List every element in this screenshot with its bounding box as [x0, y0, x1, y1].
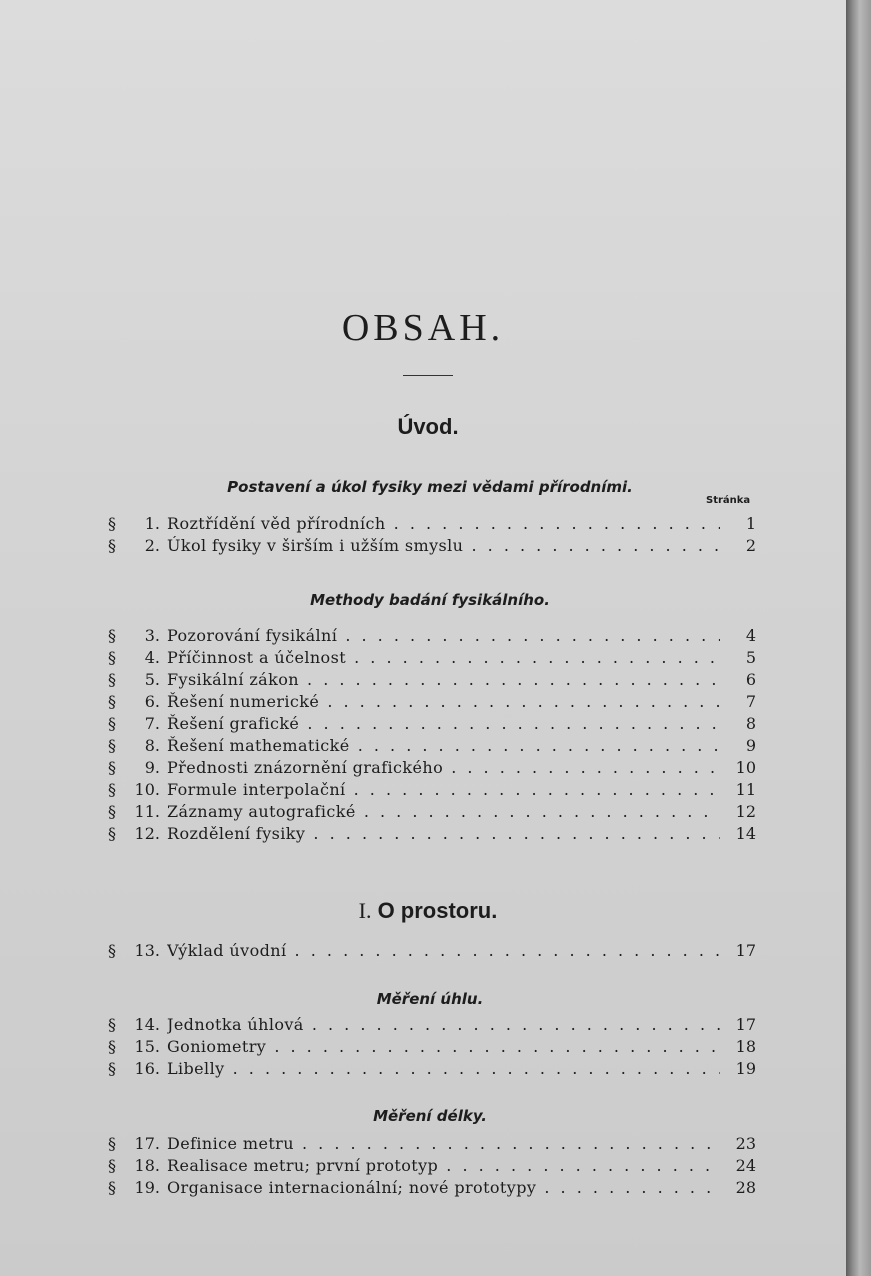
section-sign: § — [108, 1059, 116, 1078]
entry-title: Goniometry . . . — [167, 1036, 720, 1058]
entry-number: 16. — [134, 1059, 160, 1078]
subheading-mereni-delky: Měření délky. — [373, 1107, 487, 1125]
entry-number: 9. — [144, 758, 160, 777]
entry-number: 7. — [144, 714, 160, 733]
section-sign: § — [108, 1156, 116, 1175]
toc-entry — [108, 1036, 756, 1058]
section-sign: § — [108, 736, 116, 755]
section-sign: § — [108, 514, 116, 533]
title-rule — [403, 375, 453, 376]
toc-entry — [108, 647, 756, 669]
entry-page: 19 — [735, 1059, 756, 1078]
entry-page: 14 — [735, 824, 756, 843]
entry-title: Záznamy autografické . . . — [167, 801, 720, 823]
toc-group-postaveni — [108, 513, 756, 557]
entry-page: 28 — [735, 1178, 756, 1197]
entry-number: 14. — [134, 1015, 160, 1034]
toc-entry — [108, 713, 756, 735]
section-sign: § — [108, 648, 116, 667]
toc-group-uvodni — [108, 940, 756, 962]
entry-number: 6. — [144, 692, 160, 711]
toc-entry — [108, 823, 756, 845]
section-sign: § — [108, 1037, 116, 1056]
section-sign: § — [108, 626, 116, 645]
entry-page: 10 — [735, 758, 756, 777]
entry-number: 8. — [144, 736, 160, 755]
entry-title: Řešení grafické . . . — [167, 713, 720, 735]
toc-entry — [108, 757, 756, 779]
subheading-postaveni: Postavení a úkol fysiky mezi vědami přírodními. — [227, 478, 633, 496]
entry-number: 18. — [134, 1156, 160, 1175]
entry-number: 3. — [144, 626, 160, 645]
entry-page: 12 — [735, 802, 756, 821]
page-column-label: Stránka — [706, 495, 751, 506]
toc-group-methody — [108, 625, 756, 845]
entry-page: 1 — [745, 514, 756, 533]
entry-title: Řešení mathematické . . . — [167, 735, 720, 757]
entry-page: 17 — [735, 941, 756, 960]
entry-number: 12. — [134, 824, 160, 843]
entry-number: 4. — [144, 648, 160, 667]
entry-number: 1. — [144, 514, 160, 533]
entry-page: 2 — [745, 536, 756, 555]
subheading-mereni-uhlu: Měření úhlu. — [376, 990, 484, 1008]
toc-entry — [108, 1177, 756, 1199]
toc-entry — [108, 940, 756, 962]
entry-title: Organisace internacionální; nové prototypy . . . — [167, 1177, 720, 1199]
entry-number: 17. — [134, 1134, 160, 1153]
entry-number: 15. — [134, 1037, 160, 1056]
toc-entry — [108, 801, 756, 823]
toc-entry — [108, 669, 756, 691]
entry-title: Pozorování fysikální . . . — [167, 625, 720, 647]
entry-title: Fysikální zákon . . . — [167, 669, 720, 691]
entry-page: 9 — [745, 736, 756, 755]
entry-title: Jednotka úhlová . . . — [167, 1014, 720, 1036]
entry-page: 18 — [735, 1037, 756, 1056]
part-title: O prostoru. — [377, 898, 498, 923]
page-title: OBSAH. — [341, 307, 505, 349]
section-sign: § — [108, 1178, 116, 1197]
section-sign: § — [108, 941, 116, 960]
toc-entry — [108, 691, 756, 713]
toc-entry — [108, 1058, 756, 1080]
entry-page: 4 — [745, 626, 756, 645]
entry-title: Přednosti znázornění grafického . . . — [167, 757, 720, 779]
toc-entry — [108, 779, 756, 801]
entry-title: Příčinnost a účelnost . . . — [167, 647, 720, 669]
toc-entry — [108, 535, 756, 557]
part-roman-numeral: I. — [358, 898, 372, 923]
section-sign: § — [108, 714, 116, 733]
entry-title: Řešení numerické . . . — [167, 691, 720, 713]
toc-group-mereni-uhlu — [108, 1014, 756, 1080]
part-heading-o-prostoru — [0, 898, 856, 924]
subheading-methody: Methody badání fysikálního. — [310, 591, 550, 609]
entry-page: 7 — [745, 692, 756, 711]
entry-title: Rozdělení fysiky . . . — [167, 823, 720, 845]
entry-number: 10. — [134, 780, 160, 799]
part-heading-uvod: Úvod. — [397, 414, 459, 439]
section-sign: § — [108, 1134, 116, 1153]
entry-title: Definice metru . . . — [167, 1133, 720, 1155]
toc-entry — [108, 513, 756, 535]
section-sign: § — [108, 670, 116, 689]
entry-page: 23 — [735, 1134, 756, 1153]
entry-number: 19. — [134, 1178, 160, 1197]
section-sign: § — [108, 758, 116, 777]
entry-number: 5. — [144, 670, 160, 689]
toc-group-mereni-delky — [108, 1133, 756, 1199]
toc-entry — [108, 1155, 756, 1177]
entry-title: Formule interpolační . . . — [167, 779, 720, 801]
entry-title: Realisace metru; první prototyp . . . — [167, 1155, 720, 1177]
entry-number: 11. — [134, 802, 160, 821]
entry-page: 6 — [745, 670, 756, 689]
entry-page: 24 — [735, 1156, 756, 1175]
toc-entry — [108, 1133, 756, 1155]
entry-page: 8 — [745, 714, 756, 733]
entry-title: Libelly . . . — [167, 1058, 720, 1080]
toc-entry — [108, 625, 756, 647]
section-sign: § — [108, 1015, 116, 1034]
entry-page: 5 — [745, 648, 756, 667]
entry-number: 2. — [144, 536, 160, 555]
entry-title: Výklad úvodní . . . — [167, 940, 720, 962]
section-sign: § — [108, 692, 116, 711]
entry-title: Roztřídění věd přírodních . . . — [167, 513, 720, 535]
section-sign: § — [108, 802, 116, 821]
book-spine-edge — [846, 0, 871, 1276]
entry-title: Úkol fysiky v širším i užším smyslu . . . — [167, 535, 720, 557]
entry-number: 13. — [134, 941, 160, 960]
toc-entry — [108, 1014, 756, 1036]
entry-page: 11 — [735, 780, 756, 799]
entry-page: 17 — [735, 1015, 756, 1034]
section-sign: § — [108, 780, 116, 799]
section-sign: § — [108, 824, 116, 843]
section-sign: § — [108, 536, 116, 555]
toc-entry — [108, 735, 756, 757]
